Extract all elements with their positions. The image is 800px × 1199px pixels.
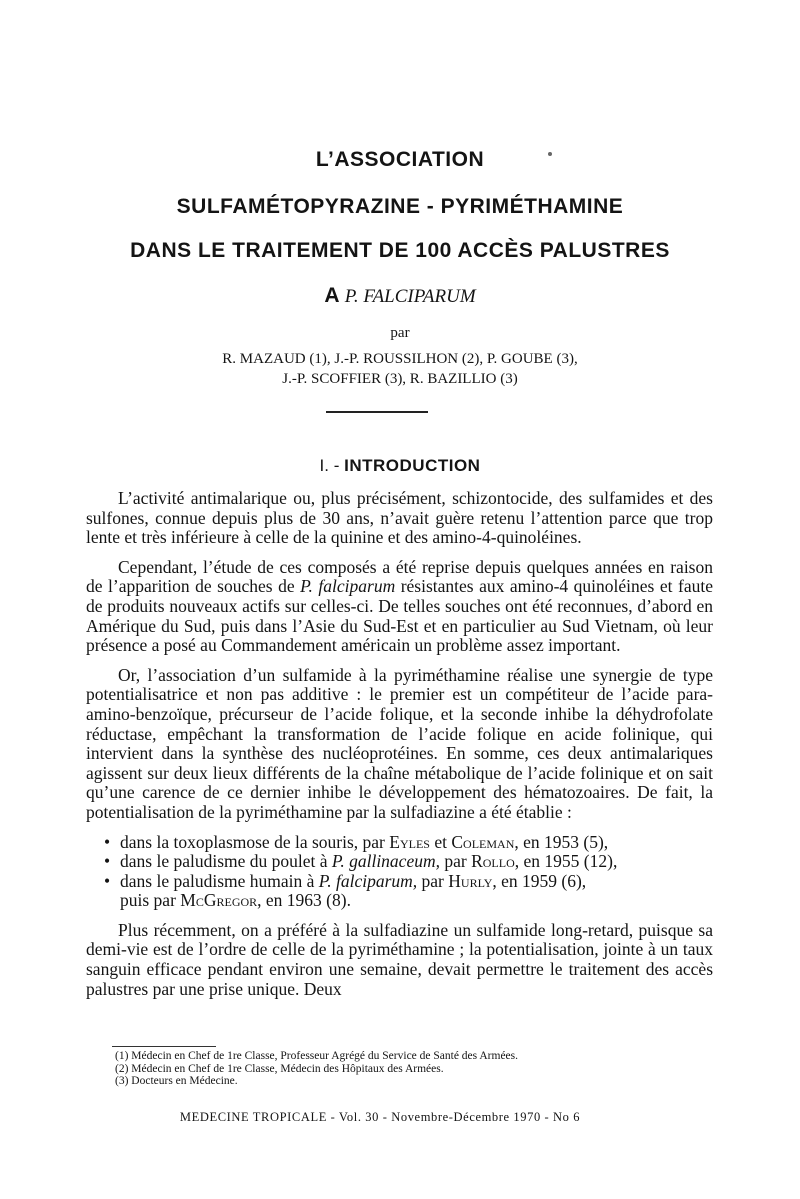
section-title: INTRODUCTION — [344, 456, 481, 475]
footnote-2: (2) Médecin en Chef de 1re Classe, Médecin des Hôpitaux des Armées. — [115, 1062, 444, 1075]
list-item-text: par — [439, 851, 472, 872]
section-heading — [0, 456, 800, 476]
paragraph-2-text-b: résistantes aux amino-4 quinoléines et faute de produits nouveaux actifs sur celles-ci. De telles souches ont été reconnues, d’abord en Amérique du Sud, puis dans l’Asie du Sud-Est et en particulier au Sud Vietnam, où leur présence a posé au Commandement américain un problème assez important. — [86, 576, 713, 656]
list-item — [86, 872, 713, 911]
list-item-author: Hurly — [448, 870, 493, 891]
title-prefix: A — [324, 284, 340, 307]
section-number: I. - — [319, 456, 340, 475]
paragraph-2-species: P. falciparum — [300, 576, 396, 597]
title-line-4 — [0, 283, 800, 308]
list-item-author: McGregor — [180, 890, 258, 911]
authors — [0, 349, 800, 389]
title-species: P. FALCIPARUM — [344, 286, 476, 307]
list-item-author: Coleman — [451, 831, 515, 852]
list-item — [86, 833, 713, 853]
paragraph-4: Plus récemment, on a préféré à la sulfadiazine un sulfamide long-retard, puisque sa demi-vie est de l’ordre de celle de la pyriméthamine ; la potentialisation, jointe à un taux sanguin efficace pendant environ une semaine, devait permettre le traitement des accès palustres par une prise unique. Deux — [86, 919, 713, 999]
byline-par: par — [390, 325, 410, 341]
journal-footer: MEDECINE TROPICALE - Vol. 30 - Novembre-Décembre 1970 - No 6 — [179, 1110, 581, 1124]
list-item-species: P. falciparum, — [318, 870, 418, 891]
footnotes — [115, 1050, 518, 1088]
list-item-text: , en 1953 (5), — [514, 831, 609, 852]
list-item-species: P. gallinaceum, — [331, 851, 440, 872]
article-body — [86, 489, 713, 1009]
bullet-icon: • — [104, 870, 111, 891]
footnote-3: (3) Docteurs en Médecine. — [115, 1075, 238, 1087]
paragraph-1: L’activité antimalarique ou, plus précisément, schizontocide, des sulfamides et des sulfones, connue depuis plus de 30 ans, n’avait guère retenu l’attention parce que trop lente et très inférieure à celle de la quinine et des amino-4-quinoléines. — [86, 488, 713, 548]
paragraph-3: Or, l’association d’un sulfamide à la pyriméthamine réalise une synergie de type potentialisatrice et non pas additive : le premier est un compétiteur de l’acide para-amino-benzoïque, précurseur de l’acide folique, et la seconde inhibe la déhydrofolate réductase, empêchant la transformation de l’acide folique en acide folinique, qui intervient dans la synthèse des nucléoprotéines. En somme, ces deux antimalariques agissent sur deux lieux différents de la chaîne métabolique de l’acide folinique et on sait qu’une carence de ce dernier inhibe le développement des hématozoaires. De fait, la potentialisation de la pyriméthamine par la sulfadiazine a été établie : — [86, 664, 713, 822]
list-item-text: , en 1959 (6), — [492, 870, 587, 891]
citation-list — [86, 833, 713, 911]
bullet-icon: • — [104, 851, 111, 872]
list-item-text: dans le paludisme du poulet à — [120, 851, 332, 872]
title-line-3: DANS LE TRAITEMENT DE 100 ACCÈS PALUSTRES — [130, 239, 670, 262]
title-divider — [326, 411, 428, 413]
bullet-icon: • — [104, 831, 111, 852]
title-line-1: L’ASSOCIATION — [315, 148, 485, 171]
list-item-text: , en 1955 (12), — [514, 851, 618, 872]
list-item-text: dans le paludisme humain à — [120, 870, 319, 891]
paragraph-2-text-a: Cependant, l’étude de ces composés a été reprise depuis quelques années en raison de l’apparition de souches de — [86, 556, 713, 597]
title-line-2: SULFAMÉTOPYRAZINE - PYRIMÉTHAMINE — [176, 195, 624, 218]
list-item-text: , en 1963 (8). — [257, 890, 351, 911]
footnote-divider — [112, 1046, 216, 1047]
paragraph-2 — [86, 558, 713, 656]
list-item-author: Eyles — [389, 831, 430, 852]
footnote-1: (1) Médecin en Chef de 1re Classe, Professeur Agrégé du Service de Santé des Armées. — [115, 1050, 519, 1062]
list-item-text: et — [429, 831, 452, 852]
list-item-text: par — [417, 870, 449, 891]
list-item — [86, 852, 713, 872]
list-item-author: Rollo — [471, 851, 515, 872]
list-item-text: dans la toxoplasmose de la souris, par — [120, 831, 390, 852]
list-item-text: puis par — [120, 890, 181, 911]
authors-line-1: R. MAZAUD (1), J.-P. ROUSSILHON (2), P. GOUBE (3), — [222, 351, 578, 367]
authors-line-2: J.-P. SCOFFIER (3), R. BAZILLIO (3) — [282, 371, 518, 387]
